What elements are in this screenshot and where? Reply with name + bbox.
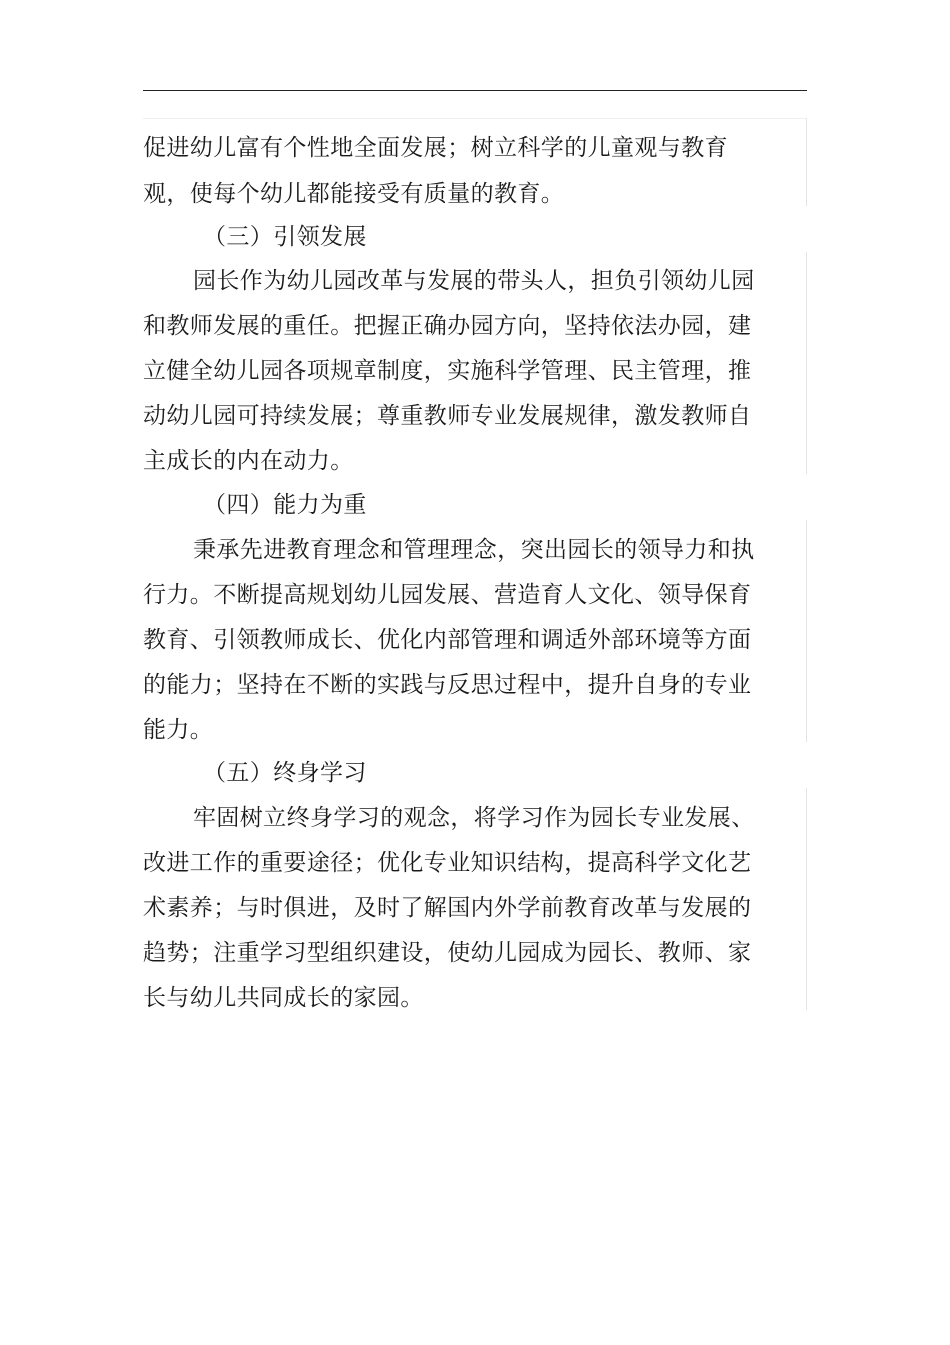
text-line: 能力。 — [143, 717, 214, 743]
text-line: 促进幼儿富有个性地全面发展；树立科学的儿童观与教育 — [143, 135, 728, 161]
text-line: 动幼儿园可持续发展；尊重教师专业发展规律，激发教师自 — [143, 403, 752, 429]
text-line: 立健全幼儿园各项规章制度，实施科学管理、民主管理，推 — [143, 358, 752, 384]
section-heading-4: （四）能力为重 — [203, 492, 367, 518]
text-line: 主成长的内在动力。 — [143, 448, 354, 474]
text-line: 行力。不断提高规划幼儿园发展、营造育人文化、领导保育 — [143, 582, 752, 608]
text-line: 和教师发展的重任。把握正确办园方向，坚持依法办园，建 — [143, 313, 752, 339]
text-line: 趋势；注重学习型组织建设，使幼儿园成为园长、教师、家 — [143, 940, 752, 966]
paragraph-block-3 — [143, 520, 807, 742]
text-line: 改进工作的重要途径；优化专业知识结构，提高科学文化艺 — [143, 850, 752, 876]
section-heading-3: （三）引领发展 — [203, 224, 367, 250]
paragraph-block-4 — [143, 788, 807, 1010]
text-line: 的能力；坚持在不断的实践与反思过程中，提升自身的专业 — [143, 672, 752, 698]
text-line: 牢固树立终身学习的观念，将学习作为园长专业发展、 — [193, 805, 755, 831]
section-heading-5: （五）终身学习 — [203, 760, 367, 786]
text-line: 园长作为幼儿园改革与发展的带头人，担负引领幼儿园 — [193, 268, 755, 294]
paragraph-block-1 — [143, 118, 807, 206]
paragraph-block-2 — [143, 252, 807, 474]
text-line: 观，使每个幼儿都能接受有质量的教育。 — [143, 181, 565, 207]
text-line: 术素养；与时俱进，及时了解国内外学前教育改革与发展的 — [143, 895, 752, 921]
text-line: 长与幼儿共同成长的家园。 — [143, 985, 424, 1011]
text-line: 秉承先进教育理念和管理理念，突出园长的领导力和执 — [193, 537, 755, 563]
header-rule — [143, 90, 807, 91]
text-line: 教育、引领教师成长、优化内部管理和调适外部环境等方面 — [143, 627, 752, 653]
